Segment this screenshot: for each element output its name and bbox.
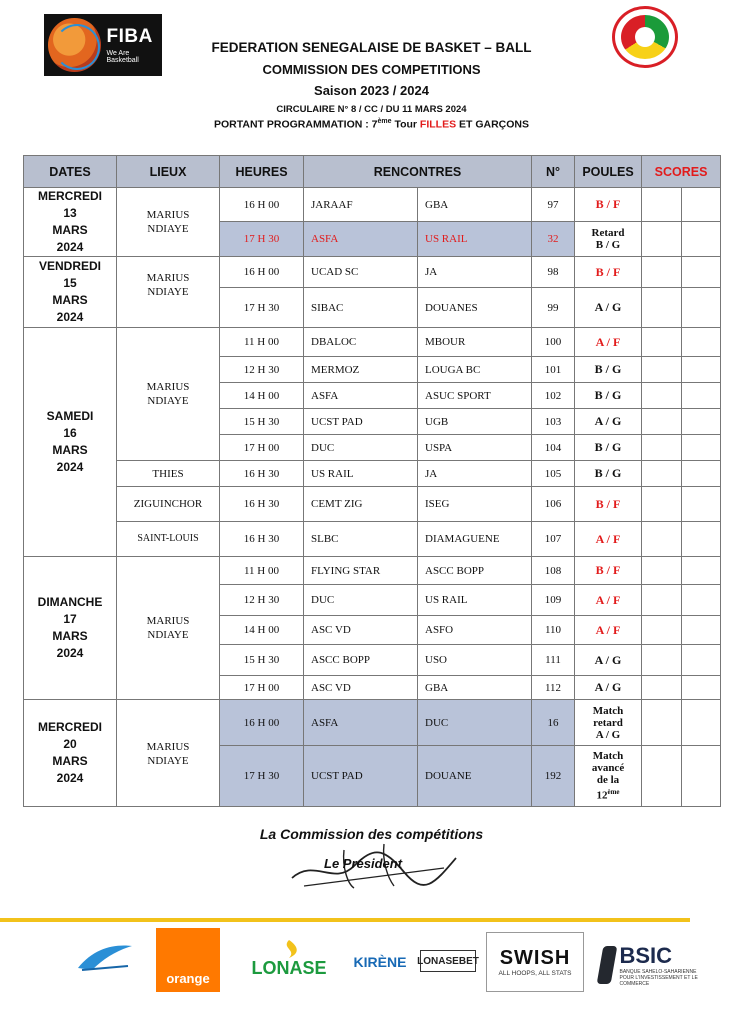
away-team: DOUANE xyxy=(418,746,532,807)
footer-divider xyxy=(0,918,690,922)
score-cell xyxy=(682,522,721,557)
sponsor-orange-logo: orange xyxy=(156,928,220,992)
time-cell: 14 H 00 xyxy=(220,616,304,645)
wing-icon xyxy=(74,938,136,974)
away-team: JA xyxy=(418,257,532,288)
score-cell xyxy=(642,522,682,557)
match-number: 111 xyxy=(532,645,575,676)
header-lieux: LIEUX xyxy=(117,156,220,188)
home-team: DBALOC xyxy=(304,328,418,357)
time-cell: 16 H 00 xyxy=(220,188,304,222)
score-cell xyxy=(642,328,682,357)
score-cell xyxy=(682,435,721,461)
header-poules: POULES xyxy=(575,156,642,188)
table-row xyxy=(24,461,721,487)
match-number: 102 xyxy=(532,383,575,409)
score-cell xyxy=(682,700,721,746)
president-label: Le Président xyxy=(324,856,403,871)
venue-cell: MARIUS NDIAYE xyxy=(117,328,220,461)
poule-cell: A / F xyxy=(575,328,642,357)
home-team: UCAD SC xyxy=(304,257,418,288)
score-cell xyxy=(682,257,721,288)
poule-cell: Match avancé de la 12ème xyxy=(575,746,642,807)
away-team: LOUGA BC xyxy=(418,357,532,383)
away-team: ISEG xyxy=(418,487,532,522)
score-cell xyxy=(642,487,682,522)
score-cell xyxy=(642,645,682,676)
table-row xyxy=(24,188,721,222)
header-scores: SCORES xyxy=(642,156,721,188)
table-row xyxy=(24,557,721,585)
sponsor-bsic-logo: BSIC BANQUE SAHELO-SAHARIENNE POUR L'INVESTISSEMENT ET LE COMMERCE xyxy=(600,936,704,994)
home-team: UCST PAD xyxy=(304,746,418,807)
away-team: GBA xyxy=(418,188,532,222)
date-cell: VENDREDI 15 MARS 2024 xyxy=(24,257,117,328)
fiba-tagline: We Are Basketball xyxy=(106,50,139,64)
home-team: US RAIL xyxy=(304,461,418,487)
away-team: DOUANES xyxy=(418,288,532,328)
score-cell xyxy=(682,461,721,487)
away-team: US RAIL xyxy=(418,222,532,257)
poule-cell: B / F xyxy=(575,188,642,222)
score-cell xyxy=(642,746,682,807)
away-team: UGB xyxy=(418,409,532,435)
score-cell xyxy=(682,188,721,222)
circular-reference: CIRCULAIRE N° 8 / CC / DU 11 MARS 2024 xyxy=(276,104,467,115)
venue-cell: MARIUS NDIAYE xyxy=(117,188,220,257)
time-cell: 15 H 30 xyxy=(220,409,304,435)
score-cell xyxy=(682,616,721,645)
score-cell xyxy=(682,585,721,616)
table-row xyxy=(24,328,721,357)
poule-cell: A / G xyxy=(575,288,642,328)
away-team: US RAIL xyxy=(418,585,532,616)
score-cell xyxy=(642,700,682,746)
sponsor-lonase-logo: LONASE xyxy=(250,934,328,984)
home-team: DUC xyxy=(304,585,418,616)
venue-cell: MARIUS NDIAYE xyxy=(117,557,220,700)
header-num: N° xyxy=(532,156,575,188)
home-team: SLBC xyxy=(304,522,418,557)
header-dates: DATES xyxy=(24,156,117,188)
away-team: ASCC BOPP xyxy=(418,557,532,585)
season-title: Saison 2023 / 2024 xyxy=(314,83,429,98)
poule-cell: B / G xyxy=(575,357,642,383)
score-cell xyxy=(682,288,721,328)
score-cell xyxy=(682,676,721,700)
sponsor-swish-logo: SWISH ALL HOOPS, ALL STATS xyxy=(486,932,584,992)
poule-cell: A / F xyxy=(575,585,642,616)
match-number: 107 xyxy=(532,522,575,557)
match-number: 32 xyxy=(532,222,575,257)
home-team: MERMOZ xyxy=(304,357,418,383)
score-cell xyxy=(682,557,721,585)
table-row xyxy=(24,522,721,557)
score-cell xyxy=(682,357,721,383)
score-cell xyxy=(682,409,721,435)
time-cell: 15 H 30 xyxy=(220,645,304,676)
header-heures: HEURES xyxy=(220,156,304,188)
match-number: 109 xyxy=(532,585,575,616)
score-cell xyxy=(642,409,682,435)
away-team: GBA xyxy=(418,676,532,700)
time-cell: 16 H 00 xyxy=(220,700,304,746)
time-cell: 17 H 30 xyxy=(220,746,304,807)
score-cell xyxy=(642,357,682,383)
poule-cell: A / F xyxy=(575,616,642,645)
score-cell xyxy=(682,222,721,257)
schedule-table xyxy=(23,155,721,807)
match-number: 98 xyxy=(532,257,575,288)
score-cell xyxy=(642,257,682,288)
match-number: 103 xyxy=(532,409,575,435)
time-cell: 17 H 00 xyxy=(220,676,304,700)
score-cell xyxy=(682,328,721,357)
home-team: CEMT ZIG xyxy=(304,487,418,522)
venue-cell: MARIUS NDIAYE xyxy=(117,700,220,807)
time-cell: 17 H 00 xyxy=(220,435,304,461)
away-team: DIAMAGUENE xyxy=(418,522,532,557)
score-cell xyxy=(682,746,721,807)
match-number: 108 xyxy=(532,557,575,585)
time-cell: 16 H 30 xyxy=(220,522,304,557)
score-cell xyxy=(642,585,682,616)
match-number: 192 xyxy=(532,746,575,807)
home-team: ASC VD xyxy=(304,676,418,700)
score-cell xyxy=(682,383,721,409)
date-cell: MERCREDI 13 MARS 2024 xyxy=(24,188,117,257)
home-team: ASFA xyxy=(304,700,418,746)
match-number: 110 xyxy=(532,616,575,645)
time-cell: 12 H 30 xyxy=(220,357,304,383)
score-cell xyxy=(682,645,721,676)
venue-cell: MARIUS NDIAYE xyxy=(117,257,220,328)
time-cell: 12 H 30 xyxy=(220,585,304,616)
date-cell: SAMEDI 16 MARS 2024 xyxy=(24,328,117,557)
date-cell: MERCREDI 20 MARS 2024 xyxy=(24,700,117,807)
away-team: ASUC SPORT xyxy=(418,383,532,409)
home-team: DUC xyxy=(304,435,418,461)
time-cell: 16 H 30 xyxy=(220,461,304,487)
poule-cell: B / G xyxy=(575,435,642,461)
poule-cell: B / F xyxy=(575,557,642,585)
poule-cell: A / G xyxy=(575,676,642,700)
score-cell xyxy=(642,676,682,700)
home-team: ASCC BOPP xyxy=(304,645,418,676)
signature xyxy=(284,838,464,896)
home-team: UCST PAD xyxy=(304,409,418,435)
match-number: 105 xyxy=(532,461,575,487)
home-team: SIBAC xyxy=(304,288,418,328)
poule-cell: A / F xyxy=(575,522,642,557)
table-header-row xyxy=(24,156,721,188)
date-cell: DIMANCHE 17 MARS 2024 xyxy=(24,557,117,700)
time-cell: 17 H 30 xyxy=(220,222,304,257)
score-cell xyxy=(642,616,682,645)
match-number: 101 xyxy=(532,357,575,383)
home-team: ASFA xyxy=(304,383,418,409)
match-number: 16 xyxy=(532,700,575,746)
programming-line: PORTANT PROGRAMMATION : 7ème Tour FILLES ET GARÇONS xyxy=(213,118,530,131)
poule-cell: B / G xyxy=(575,461,642,487)
away-team: DUC xyxy=(418,700,532,746)
poule-cell: Retard B / G xyxy=(575,222,642,257)
score-cell xyxy=(642,222,682,257)
commission-signature-title: La Commission des compétitions xyxy=(259,826,484,842)
score-cell xyxy=(642,288,682,328)
commission-title: COMMISSION DES COMPETITIONS xyxy=(262,62,481,77)
lonase-flame-icon xyxy=(269,940,309,958)
match-number: 112 xyxy=(532,676,575,700)
poule-cell: Match retard A / G xyxy=(575,700,642,746)
poule-cell: B / G xyxy=(575,383,642,409)
time-cell: 17 H 30 xyxy=(220,288,304,328)
away-team: USPA xyxy=(418,435,532,461)
home-team: ASFA xyxy=(304,222,418,257)
match-number: 99 xyxy=(532,288,575,328)
table-row xyxy=(24,487,721,522)
fsbb-crest-logo xyxy=(612,6,678,68)
poule-cell: A / G xyxy=(575,409,642,435)
sponsor-lonasebet-logo: LONASEBET xyxy=(420,950,476,972)
sponsor-wing-logo xyxy=(74,938,136,974)
header-rencontres: RENCONTRES xyxy=(304,156,532,188)
away-team: MBOUR xyxy=(418,328,532,357)
score-cell xyxy=(642,188,682,222)
federation-title: FEDERATION SENEGALAISE DE BASKET – BALL xyxy=(211,40,532,55)
sponsor-kirene-logo: KIRÈNE xyxy=(353,954,407,970)
poule-cell: A / G xyxy=(575,645,642,676)
home-team: ASC VD xyxy=(304,616,418,645)
time-cell: 11 H 00 xyxy=(220,557,304,585)
filles-label: FILLES xyxy=(419,118,457,131)
venue-cell: ZIGUINCHOR xyxy=(117,487,220,522)
venue-cell: SAINT-LOUIS xyxy=(117,522,220,557)
venue-cell: THIES xyxy=(117,461,220,487)
time-cell: 14 H 00 xyxy=(220,383,304,409)
score-cell xyxy=(642,557,682,585)
match-number: 104 xyxy=(532,435,575,461)
time-cell: 11 H 00 xyxy=(220,328,304,357)
away-team: JA xyxy=(418,461,532,487)
home-team: JARAAF xyxy=(304,188,418,222)
match-number: 106 xyxy=(532,487,575,522)
time-cell: 16 H 00 xyxy=(220,257,304,288)
match-number: 100 xyxy=(532,328,575,357)
poule-cell: B / F xyxy=(575,257,642,288)
score-cell xyxy=(642,435,682,461)
score-cell xyxy=(642,461,682,487)
fiba-logo-text: FIBA xyxy=(106,26,153,47)
away-team: USO xyxy=(418,645,532,676)
bsic-mark-icon xyxy=(597,946,617,984)
table-row xyxy=(24,257,721,288)
score-cell xyxy=(682,487,721,522)
away-team: ASFO xyxy=(418,616,532,645)
home-team: FLYING STAR xyxy=(304,557,418,585)
time-cell: 16 H 30 xyxy=(220,487,304,522)
score-cell xyxy=(642,383,682,409)
table-row xyxy=(24,700,721,746)
poule-cell: B / F xyxy=(575,487,642,522)
handwritten-signature-icon xyxy=(284,838,464,896)
match-number: 97 xyxy=(532,188,575,222)
